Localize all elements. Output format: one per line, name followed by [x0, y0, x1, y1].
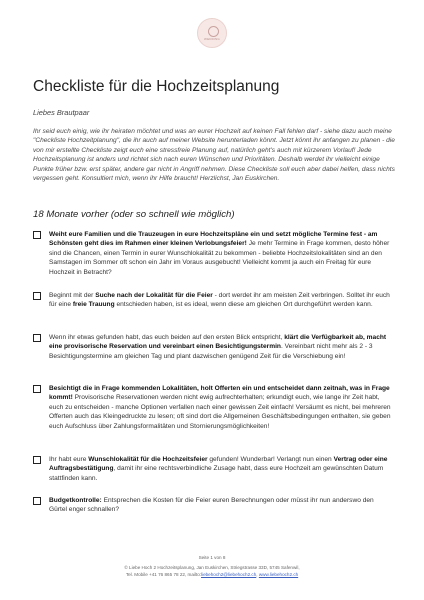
section-title: 18 Monate vorher (oder so schnell wie möglich) [33, 209, 235, 220]
checkbox[interactable] [33, 456, 41, 464]
checkbox[interactable] [33, 292, 41, 300]
checklist-item-text [49, 291, 393, 310]
item-bold-text: Wunschlokalität für die Hochzeitsfeier [88, 456, 208, 463]
checklist-item-text [49, 455, 393, 483]
salutation: Liebes Brautpaar [33, 108, 90, 117]
logo-text: WEDDING [204, 37, 220, 41]
checkbox[interactable] [33, 231, 41, 239]
logo-emblem [197, 18, 227, 48]
checklist-item-5 [33, 455, 393, 483]
email-link[interactable]: liebehoch2@liebehoch2.ch [201, 572, 257, 577]
checklist-item-text [49, 384, 393, 431]
checkbox[interactable] [33, 385, 41, 393]
checklist-item-3 [33, 333, 393, 361]
website-link[interactable]: www.liebehoch2.ch [258, 572, 299, 577]
page-title: Checkliste für die Hochzeitsplanung [33, 78, 280, 95]
item-text: , damit ihr eine rechtsverbindliche Zusage habt, dass eure Hochzeit am gewünschten Datum stattfinden kann. [49, 465, 384, 482]
item-bold-text: Budgetkontrolle: [49, 497, 102, 504]
item-bold-text: Vertrag oder eine Auftragsbestätigung [49, 456, 388, 473]
item-bold-text: freie Trauung [72, 301, 115, 309]
item-bold-text: Suche nach der Lokalität für die Feier [95, 292, 213, 299]
page-number: Seite 1 von 8 [198, 555, 226, 560]
checklist-item-text [49, 230, 393, 277]
item-text: Wenn ihr etwas gefunden habt, das euch beiden auf den ersten Blick entspricht, [49, 334, 285, 341]
item-text: gefunden! Wunderbar! Verlangt nun einen [207, 456, 334, 463]
logo [197, 18, 227, 48]
checklist-item-4 [33, 384, 393, 431]
checkbox[interactable] [33, 334, 41, 342]
item-text: . Vereinbart nicht mehr als 2 - 3 Besichtigungstermine am gleichen Tag und plant dazwischen genügend Zeit für die Verschiebung ein! [49, 343, 373, 360]
item-text: - dort werdet ihr am meisten Zeit verbringen. Solltet ihr euch für eine [49, 292, 390, 309]
item-bold-text: klärt die Verfügbarkeit ab, macht eine provisorische Reservation und vereinbart einen Besichtigungstermin [49, 334, 387, 351]
checklist-item-1 [33, 230, 393, 277]
footer-contact [0, 572, 424, 577]
footer-address: © Liebe Hoch 2 Hochzeitsplanung, Jan Euskirchen, Striegstrasse 33D, 5745 Safenwil, [124, 565, 300, 570]
footer-phone: Tel. Mobile +41 76 865 78 22, mailto: [125, 572, 202, 577]
item-text: entschieden haben, ist es ideal, wenn diese am gleichen Ort durchgeführt werden kann. [114, 301, 373, 309]
item-text: Entsprechen die Kosten für die Feier euren Berechnungen oder müsst ihr nun anderswo den Gürtel enger schnallen? [49, 497, 374, 514]
item-text: Je mehr Termine in Frage kommen, desto höher sind die Chancen, einen Termin in eurer Wunschlokalität zu bekommen - beliebte Hochzeitslokalitäten sind an den Samstagen im Sommer oft schon ein Jahr im Voraus ausgebucht! Vielleicht kommt ja auch ein Freitag für eure Hochzeit in Betracht? [49, 240, 390, 276]
item-text: Ihr habt eure [49, 456, 89, 463]
item-bold-text: Weiht eure Familien und die Trauzeugen in eure Hochzeitspläne ein und setzt mögliche Termine fest - am Schönsten geht dies im Rahmen einer kleinen Verlobungsfeier! [49, 231, 378, 248]
checkbox[interactable] [33, 497, 41, 505]
item-text: Beginnt mit der [49, 292, 96, 299]
item-text: Provisorische Reservationen werden nicht ewig aufrechterhalten; erkundigt euch, wie lange ihr Zeit habt, euch zu entscheiden - manche Optionen verfallen nach einer gewissen Zeit einfach! Versäumt es nicht, bei mehreren Offerten auch das Kleingedruckte zu lesen; oft sind dort die Allgemeinen Geschäftsbedingungen enthalten, sie geben euch Aufschluss über Zahlungsformalitäten und Stornierungsmöglichkeiten! [49, 394, 391, 430]
checklist-item-6 [33, 496, 393, 515]
checklist-item-2 [33, 291, 393, 310]
checklist-item-text [49, 333, 393, 361]
intro-paragraph: Ihr seid euch einig, wie ihr heiraten möchtet und was an eurer Hochzeit auf keinen Fall fehlen darf - siehe dazu auch meine "Checkliste Hochzeitplanung", die ihr auch auf meiner Website herunterladen könnt. Jetzt könnt ihr anfangen zu planen - die von mir erstellte Checkliste zeigt euch eine stressfreie Planung auf, natürlich geht's auch mit kürzerem Vorlauf! Jede Hochzeitsplanung ist anders und richtet sich nach euren Wünschen und Prioritäten. Deshalb werdet ihr vielleicht einige Punkte früher bzw. erst später, andere gar nicht in Angriff nehmen. Diese Checkliste soll euch aber dabei helfen, dass nichts vergessen geht. Konsultiert mich, wenn ihr Hilfe braucht! Herzlichst, Jan Euskirchen. [33, 128, 395, 183]
footer-separator: , [256, 572, 259, 577]
checklist-item-text [49, 496, 393, 515]
item-bold-text: Besichtigt die in Frage kommenden Lokalitäten, holt Offerten ein und entscheidet dann zeitnah, was in Frage kommt! [49, 385, 390, 402]
